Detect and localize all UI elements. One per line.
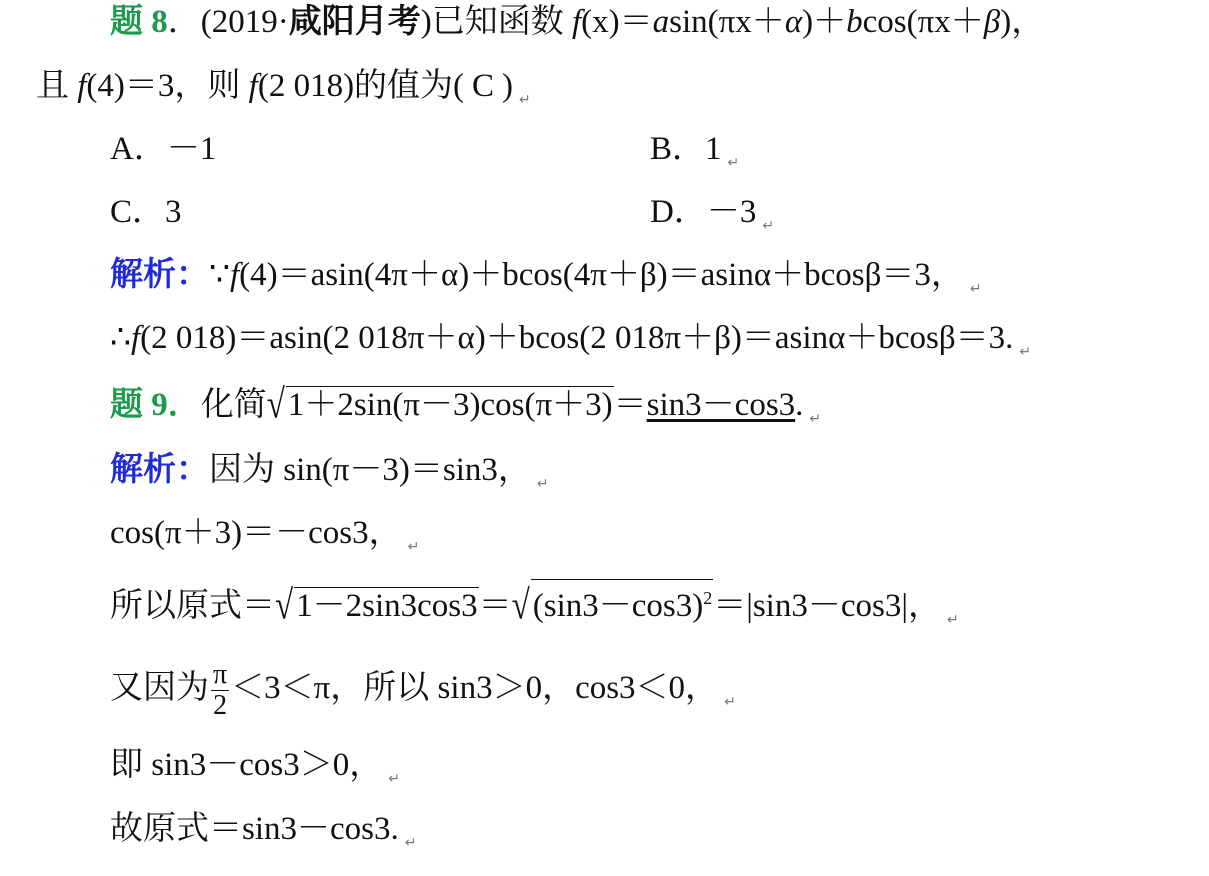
q8-solution-line1: [110, 255, 982, 309]
q8-end: )，: [1000, 4, 1045, 40]
q9-s1: 因为 sin(π－3)＝sin3，: [209, 452, 531, 488]
q9-label: 题 9: [110, 387, 168, 423]
q9-s4-pre: 又因为: [110, 670, 209, 707]
q8-analysis-label: 解析：: [110, 257, 209, 293]
q9-stem: [110, 382, 822, 439]
q8-alpha: α: [784, 4, 803, 40]
paragraph-mark: ↵: [388, 771, 400, 787]
q8-b: b: [846, 4, 863, 40]
q8-l2-f2: f: [248, 68, 258, 104]
q8-x: (x)＝: [581, 4, 653, 40]
paragraph-mark: ↵: [946, 612, 959, 628]
paragraph-mark: ↵: [536, 476, 549, 492]
q9-sep: ．: [167, 387, 201, 423]
q8-f: f: [571, 4, 582, 40]
q9-s4-fraction: [211, 660, 229, 721]
q8-option-b: [650, 129, 739, 183]
q9-solution-line6: [110, 809, 416, 863]
q8-intro: ．(2019·: [167, 4, 289, 40]
q8-sol1-text: (4)＝asin(4π＋α)＋bcos(4π＋β)＝asinα＋bcosβ＝3，: [239, 257, 964, 293]
paragraph-mark: ↵: [724, 694, 736, 711]
q9-solution-line5: [110, 745, 400, 799]
q9-s3-eq: ＝: [478, 588, 512, 624]
therefore-symbol: ∴: [110, 320, 131, 356]
q9-s3-pre: 所以原式＝: [110, 588, 275, 624]
q9-answer: sin3－cos3: [646, 387, 796, 423]
option-c-value: 3: [165, 194, 182, 230]
q9-s6: 故原式＝sin3－cos3.: [110, 811, 399, 847]
q9-s3-sqrt2: $√(\sin 3-\cos 3)^2$: [512, 579, 714, 626]
q8-l2-end: (2 018)的值为(: [257, 68, 465, 104]
q8-cos: cos(πx＋: [862, 4, 984, 40]
q9-s3-sqrt1: √1－2sin3cos3: [275, 583, 478, 629]
q9-s3-exponent: 2: [703, 588, 713, 608]
q8-sol2-f: f: [131, 320, 141, 356]
q9-s3-radicand2: (sin3－cos3): [532, 588, 704, 624]
q9-s3-end: ＝|sin3－cos3|，: [713, 588, 941, 624]
q9-solution-line1: [110, 450, 549, 504]
q8-answer: C: [472, 68, 495, 104]
q8-a: a: [652, 4, 670, 40]
paragraph-mark: ↵: [727, 155, 740, 171]
q8-sin: sin(πx＋: [669, 4, 785, 40]
paragraph-mark: ↵: [404, 835, 417, 851]
option-d-value: －3: [706, 194, 757, 230]
q9-s4-end: ＜3＜π，所以 sin3＞0，cos3＜0，: [231, 670, 719, 707]
option-b-label: B．: [650, 131, 706, 167]
q8-mid: )＋: [802, 4, 847, 40]
q9-prompt: 化简: [200, 387, 267, 423]
q8-option-a: [110, 129, 216, 169]
q8-stem-line1: [110, 2, 1044, 42]
q8-solution-line2: [110, 318, 1031, 372]
q8-close: )已知函数: [420, 4, 572, 40]
q9-s3-radicand1: 1－2sin3cos3: [296, 588, 478, 624]
q9-radicand: 1＋2sin(π－3)cos(π＋3): [287, 387, 613, 423]
q9-eq: ＝: [613, 387, 647, 423]
paragraph-mark: ↵: [1019, 344, 1032, 360]
q8-source: 咸阳月考: [288, 4, 421, 40]
paragraph-mark: ↵: [969, 281, 982, 297]
fraction-denominator: 2: [213, 690, 228, 721]
q8-option-d: [650, 192, 774, 246]
q9-s5: 即 sin3－cos3＞0，: [110, 747, 383, 783]
q8-l2-close: ): [502, 68, 514, 104]
q9-solution-line2: [110, 513, 419, 567]
q8-beta: β: [983, 4, 1001, 40]
q8-l2-mid: (4)＝3，则: [86, 68, 249, 104]
q8-option-c: [110, 192, 182, 232]
fraction-numerator: π: [213, 659, 228, 690]
q9-sqrt: √1＋2sin(π－3)cos(π＋3): [266, 382, 613, 428]
paragraph-mark: ↵: [407, 539, 420, 555]
option-c-label: C．: [110, 194, 166, 230]
q9-analysis-label: 解析：: [110, 452, 209, 488]
option-b-value: 1: [705, 131, 722, 167]
option-a-value: －1: [166, 131, 217, 167]
because-symbol: ∵: [209, 257, 230, 293]
q9-solution-line4: [110, 660, 736, 722]
paragraph-mark: ↵: [762, 218, 775, 234]
q8-sol1-f: f: [230, 257, 240, 293]
q9-s2: cos(π＋3)＝－cos3，: [110, 515, 402, 551]
option-d-label: D．: [650, 194, 707, 230]
q8-stem-line2: [36, 66, 531, 120]
q8-l2-f: f: [77, 68, 87, 104]
option-a-label: A．: [110, 131, 167, 167]
q9-dot: .: [795, 387, 804, 423]
q8-sol2-text: (2 018)＝asin(2 018π＋α)＋bcos(2 018π＋β)＝asinα＋bcosβ＝3.: [140, 320, 1014, 356]
paragraph-mark: ↵: [809, 411, 822, 427]
q8-label: 题 8: [110, 4, 168, 40]
q9-solution-line3: [110, 579, 959, 640]
q8-l2-pre: 且: [36, 68, 78, 104]
paragraph-mark: ↵: [519, 92, 531, 108]
